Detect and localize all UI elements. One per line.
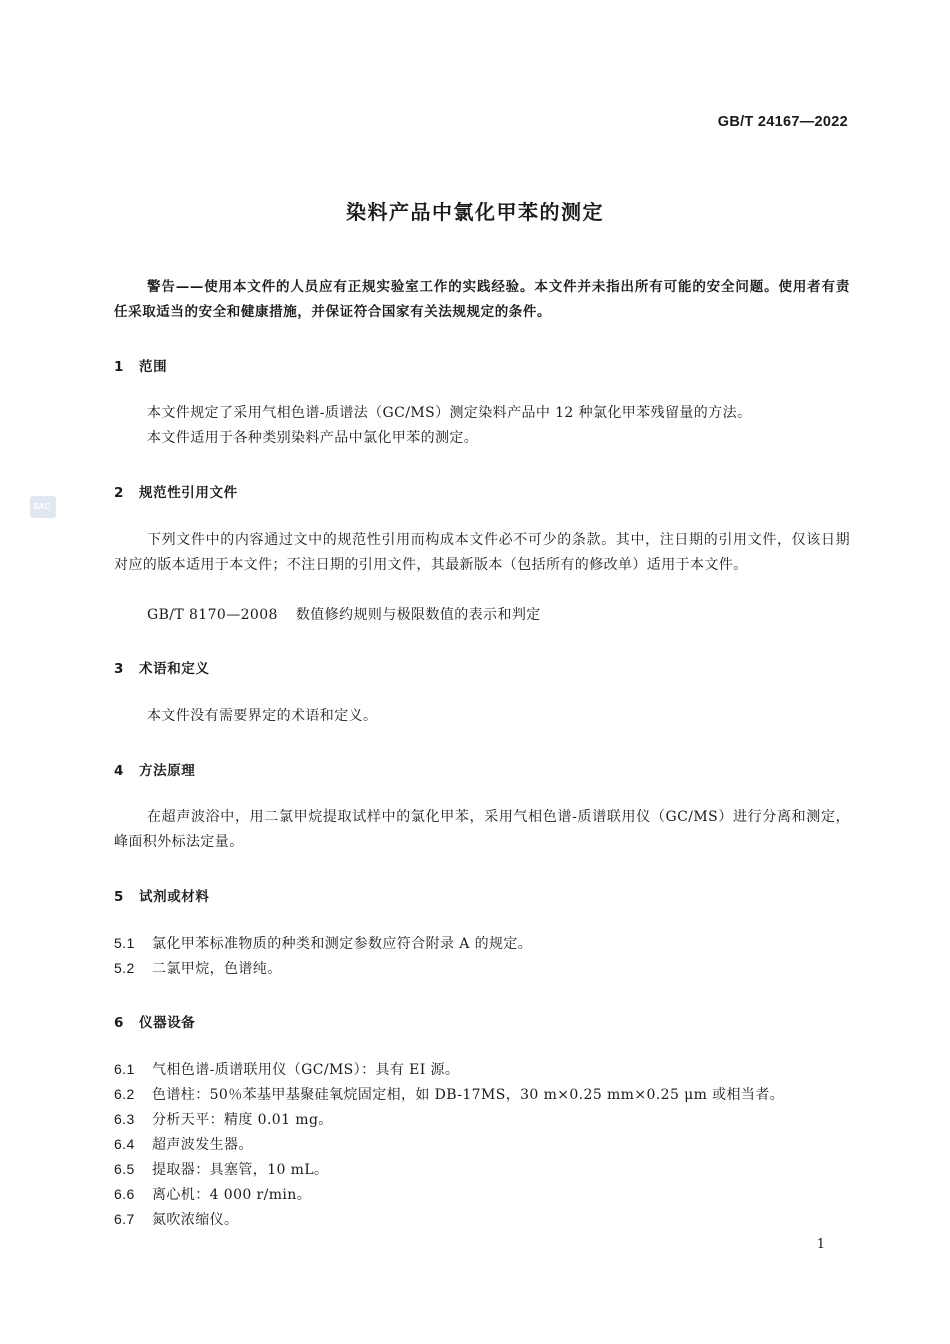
section-number: 2	[114, 485, 124, 501]
section-number: 4	[114, 763, 124, 779]
item-number: 6.3	[114, 1111, 135, 1127]
section-5-heading	[114, 885, 210, 905]
section-number: 5	[114, 889, 124, 905]
scope-paragraph-2: 本文件适用于各种类别染料产品中氯化甲苯的测定。	[147, 430, 479, 446]
standard-code: GB/T 24167—2022	[717, 114, 848, 130]
item-text: 提取器：具塞管，10 mL。	[152, 1162, 329, 1178]
item-number: 6.6	[114, 1186, 135, 1202]
section-title: 术语和定义	[139, 661, 210, 677]
section-6-heading	[114, 1011, 195, 1031]
list-item	[114, 1057, 459, 1083]
item-number: 6.5	[114, 1161, 135, 1177]
item-number: 6.7	[114, 1211, 135, 1227]
list-item	[114, 1157, 328, 1183]
watermark-text: SAC	[33, 502, 50, 511]
section-3-heading	[114, 657, 210, 677]
section-2-heading	[114, 481, 238, 501]
reference-entry	[147, 603, 541, 628]
item-number: 6.4	[114, 1136, 135, 1152]
reference-code: GB/T 8170—2008	[147, 607, 278, 623]
scope-paragraph-1: 本文件规定了采用气相色谱-质谱法（GC/MS）测定染料产品中 12 种氯化甲苯残留量的方法。	[147, 405, 752, 421]
section-1-heading	[114, 355, 167, 375]
list-item	[114, 956, 282, 982]
section-title: 试剂或材料	[139, 889, 210, 905]
section-title: 方法原理	[139, 763, 196, 779]
list-item	[114, 1132, 253, 1158]
item-number: 5.2	[114, 960, 135, 976]
item-text: 分析天平：精度 0.01 mg。	[152, 1112, 333, 1128]
item-text: 离心机：4 000 r/min。	[152, 1187, 312, 1203]
section-4-heading	[114, 759, 195, 779]
item-text: 色谱柱：50％苯基甲基聚硅氧烷固定相，如 DB-17MS，30 m×0.25 mm×0.25 μm 或相当者。	[152, 1087, 785, 1103]
item-text: 气相色谱-质谱联用仪（GC/MS）：具有 EI 源。	[152, 1062, 460, 1078]
list-item	[114, 1107, 333, 1133]
item-text: 氯化甲苯标准物质的种类和测定参数应符合附录 A 的规定。	[152, 936, 533, 952]
item-text: 二氯甲烷，色谱纯。	[152, 961, 282, 977]
principle-paragraph: 在超声波浴中，用二氯甲烷提取试样中的氯化甲苯，采用气相色谱-质谱联用仪（GC/MS）进行分离和测定，峰面积外标法定量。	[114, 809, 850, 850]
list-item	[114, 1182, 311, 1208]
section-number: 3	[114, 661, 124, 677]
section-number: 1	[114, 359, 124, 375]
list-item	[114, 1082, 784, 1108]
safety-warning: 警告——使用本文件的人员应有正规实验室工作的实践经验。本文件并未指出所有可能的安全问题。使用者有责任采取适当的安全和健康措施，并保证符合国家有关法规规定的条件。	[114, 279, 850, 320]
item-number: 6.2	[114, 1086, 135, 1102]
list-item	[114, 1207, 238, 1233]
section-title: 仪器设备	[139, 1015, 196, 1031]
list-item	[114, 931, 532, 957]
item-text: 超声波发生器。	[152, 1137, 253, 1153]
section-title: 范围	[139, 359, 168, 375]
item-number: 6.1	[114, 1061, 135, 1077]
document-title: 染料产品中氯化甲苯的测定	[346, 200, 604, 224]
page-number: 1	[816, 1237, 825, 1252]
reference-title: 数值修约规则与极限数值的表示和判定	[295, 607, 541, 623]
normative-references-paragraph: 下列文件中的内容通过文中的规范性引用而构成本文件必不可少的条款。其中，注日期的引用文件，仅该日期对应的版本适用于本文件；不注日期的引用文件，其最新版本（包括所有的修改单）适用于本文件。	[114, 532, 850, 573]
item-number: 5.1	[114, 935, 135, 951]
section-title: 规范性引用文件	[139, 485, 238, 501]
section-number: 6	[114, 1015, 124, 1031]
item-text: 氮吹浓缩仪。	[152, 1212, 239, 1228]
terms-paragraph: 本文件没有需要界定的术语和定义。	[147, 708, 378, 724]
